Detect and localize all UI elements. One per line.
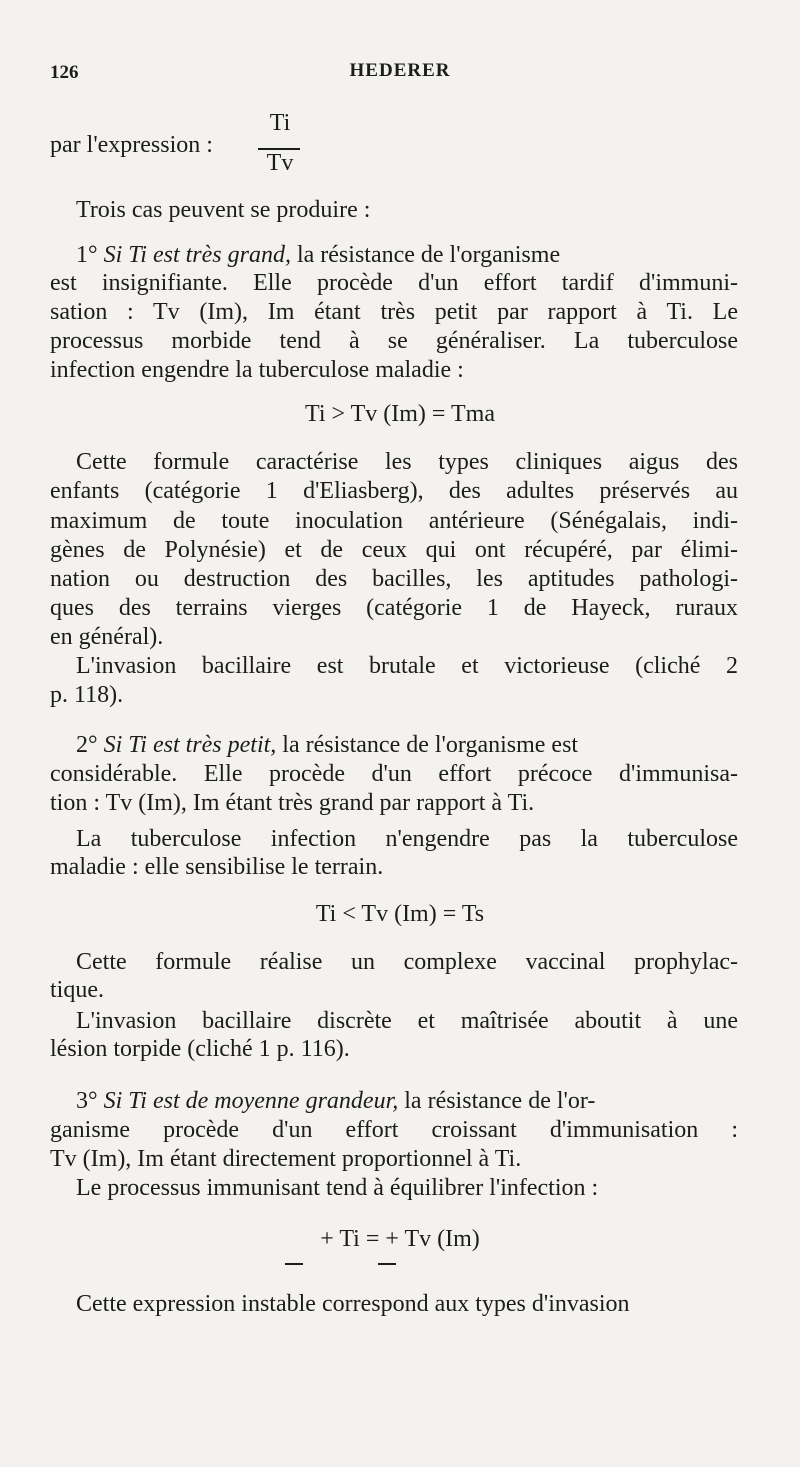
text-line: nation ou destruction des bacilles, les aptitudes pathologi- bbox=[50, 566, 738, 592]
fraction-numerator: Ti bbox=[269, 110, 291, 136]
text-line: Le processus immunisant tend à équilibrer l'infection : bbox=[76, 1175, 599, 1201]
underline-mark bbox=[378, 1263, 396, 1265]
text-line: Cette expression instable correspond aux types d'invasion bbox=[76, 1291, 630, 1317]
text-line: lésion torpide (cliché 1 p. 116). bbox=[50, 1036, 350, 1062]
text-line: est insignifiante. Elle procède d'un effort tardif d'immuni- bbox=[50, 270, 738, 296]
text-line: maximum de toute inoculation antérieure (Sénégalais, indi- bbox=[50, 508, 738, 534]
text-line: Tv (Im), Im étant directement proportionnel à Ti. bbox=[50, 1146, 522, 1172]
text-line bbox=[76, 241, 560, 269]
case-number: 1° bbox=[76, 242, 104, 268]
text-line: infection engendre la tuberculose maladie : bbox=[50, 357, 464, 383]
text-line bbox=[76, 731, 578, 759]
text-line: ganisme procède d'un effort croissant d'immunisation : bbox=[50, 1117, 738, 1143]
case-heading: Si Ti est de moyenne grandeur, bbox=[103, 1088, 399, 1114]
text-line: L'invasion bacillaire discrète et maîtrisée aboutit à une bbox=[76, 1008, 738, 1034]
fraction-denominator: Tv bbox=[266, 150, 294, 176]
text-span: la résistance de l'organisme bbox=[290, 242, 561, 268]
case-number: 2° bbox=[76, 732, 104, 758]
text-line: La tuberculose infection n'engendre pas la tuberculose bbox=[76, 826, 738, 852]
text-line: p. 118). bbox=[50, 682, 124, 708]
case-heading: Si Ti est très grand, bbox=[103, 242, 291, 268]
text-line: tique. bbox=[50, 977, 104, 1003]
text-line: en général). bbox=[50, 624, 164, 650]
text-line: sation : Tv (Im), Im étant très petit par rapport à Ti. Le bbox=[50, 299, 738, 325]
text-line: processus morbide tend à se généraliser. La tuberculose bbox=[50, 328, 738, 354]
formula: Ti > Tv (Im) = Tma bbox=[305, 401, 495, 427]
text-span: la résistance de l'organisme est bbox=[276, 732, 579, 758]
text-line: Cette formule caractérise les types cliniques aigus des bbox=[76, 449, 738, 475]
formula: + Ti = + Tv (Im) bbox=[320, 1226, 480, 1252]
case-number: 3° bbox=[76, 1088, 104, 1114]
text-line: enfants (catégorie 1 d'Eliasberg), des adultes préservés au bbox=[50, 478, 738, 504]
text-line: L'invasion bacillaire est brutale et victorieuse (cliché 2 bbox=[76, 653, 738, 679]
underline-mark bbox=[285, 1263, 303, 1265]
text-line: ques des terrains vierges (catégorie 1 de Hayeck, ruraux bbox=[50, 595, 738, 621]
text-line: maladie : elle sensibilise le terrain. bbox=[50, 854, 384, 880]
text-span: la résistance de l'or- bbox=[398, 1088, 596, 1114]
text-line: tion : Tv (Im), Im étant très grand par rapport à Ti. bbox=[50, 790, 535, 816]
page-number: 126 bbox=[50, 62, 79, 83]
formula: Ti < Tv (Im) = Ts bbox=[315, 901, 485, 927]
text-line: Cette formule réalise un complexe vaccinal prophylac- bbox=[76, 949, 738, 975]
case-heading: Si Ti est très petit, bbox=[103, 732, 277, 758]
text-line: considérable. Elle procède d'un effort précoce d'immunisa- bbox=[50, 761, 738, 787]
running-title: HEDERER bbox=[349, 60, 451, 81]
text-line: gènes de Polynésie) et de ceux qui ont récupéré, par élimi- bbox=[50, 537, 738, 563]
text-line: par l'expression : bbox=[50, 132, 213, 158]
text-line: Trois cas peuvent se produire : bbox=[76, 197, 371, 223]
text-line bbox=[76, 1087, 595, 1115]
